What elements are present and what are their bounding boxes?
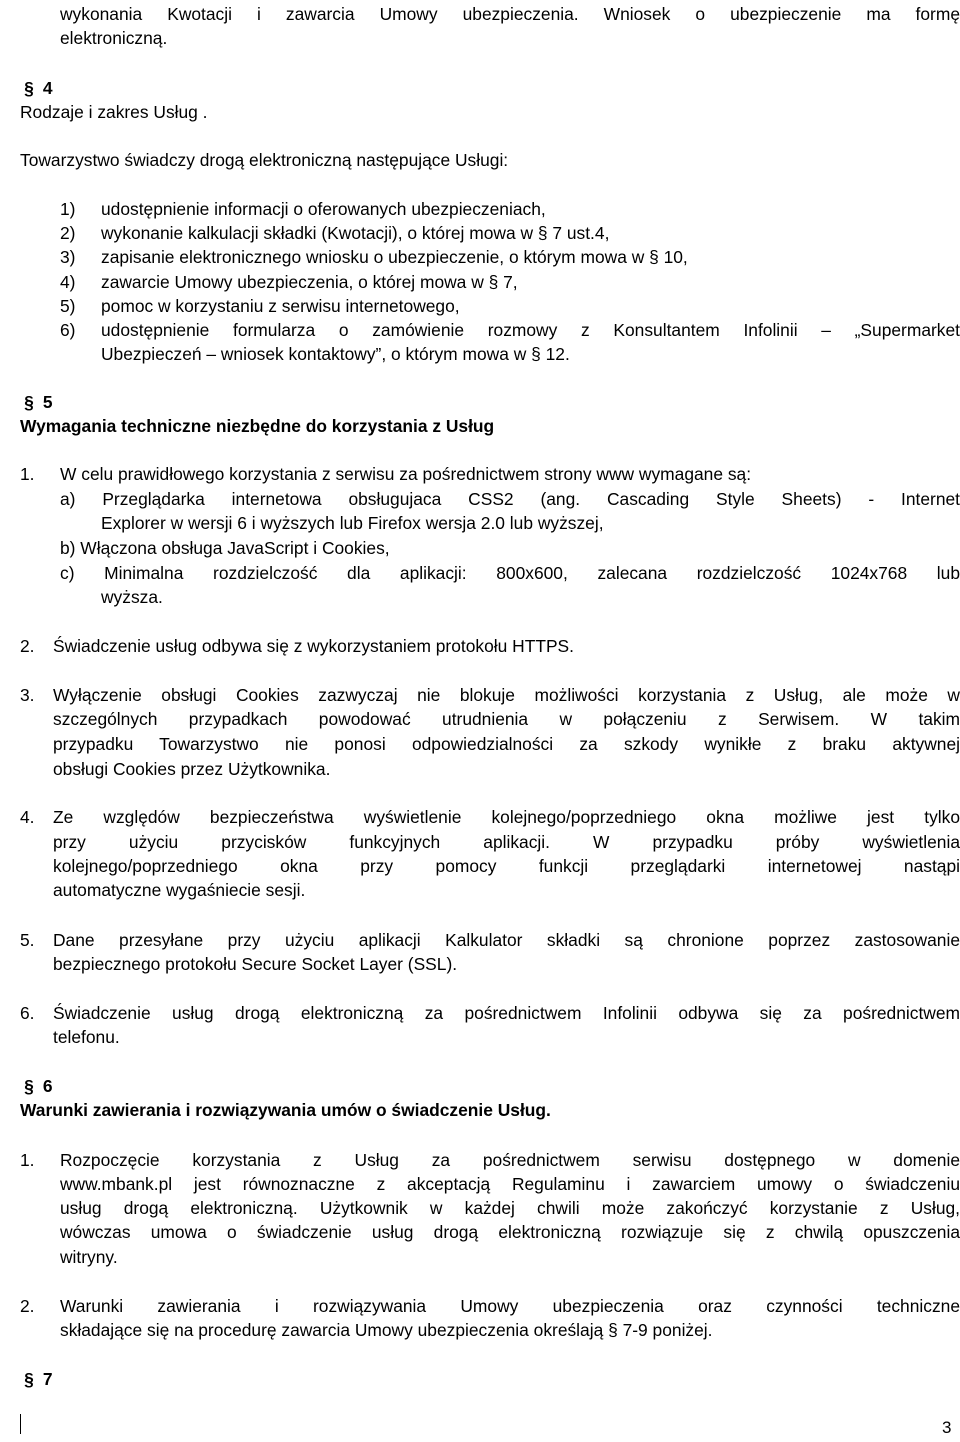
section-4-heading	[20, 76, 53, 100]
paragraph-text: Świadczenie usług drogą elektroniczną za pośrednictwem Infolinii odbywa się za pośrednictwem	[53, 1003, 960, 1023]
page-number: 3	[942, 1418, 952, 1437]
paragraph-text: obsługi Cookies przez Użytkownika.	[53, 759, 331, 779]
footer-divider	[20, 1414, 21, 1434]
list-item-continuation: Ubezpieczeń – wniosek kontaktowy”, o którym mowa w § 12.	[101, 344, 570, 364]
paragraph-text: Ze względów bezpieczeństwa wyświetlenie kolejnego/poprzedniego okna możliwe jest tylko	[53, 807, 960, 827]
list-item-text: udostępnienie formularza o zamówienie rozmowy z Konsultantem Infolinii – „Supermarket	[101, 320, 960, 340]
paragraph-number: 2.	[20, 1296, 35, 1316]
list-item-num: 1)	[60, 199, 76, 219]
paragraph-text: Warunki zawierania i rozwiązywania Umowy ubezpieczenia oraz czynności techniczne	[60, 1296, 960, 1316]
list-item-text: wykonanie kalkulacji składki (Kwotacji), o której mowa w § 7 ust.4,	[101, 223, 610, 243]
requirement-a: a) Przeglądarka internetowa obsługujaca CSS2 (ang. Cascading Style Sheets) - Internet	[60, 489, 960, 509]
list-item-text: udostępnienie informacji o oferowanych ubezpieczeniach,	[101, 199, 546, 219]
section-sign: §	[24, 392, 34, 412]
paragraph-number: 6.	[20, 1003, 35, 1023]
list-item-text: zawarcie Umowy ubezpieczenia, o której mowa w § 7,	[101, 272, 518, 292]
paragraph-text: telefonu.	[53, 1027, 120, 1047]
section-5-heading	[20, 390, 53, 414]
section-4-title: Rodzaje i zakres Usług .	[20, 102, 208, 122]
paragraph-number: 3.	[20, 685, 35, 705]
section-number: 4	[42, 78, 53, 98]
paragraph-text: przy użyciu przycisków funkcyjnych aplikacji. W przypadku próby wyświetlenia	[53, 832, 960, 852]
paragraph-number: 2.	[20, 636, 35, 656]
list-item-num: 2)	[60, 223, 76, 243]
requirement-b: b) Włączona obsługa JavaScript i Cookies,	[60, 538, 390, 558]
paragraph-text: automatyczne wygaśniecie sesji.	[53, 880, 306, 900]
section-sign: §	[24, 1369, 34, 1389]
intro-line-1: wykonania Kwotacji i zawarcia Umowy ubezpieczenia. Wniosek o ubezpieczenie ma formę	[60, 4, 960, 24]
paragraph-text: www.mbank.pl jest równoznaczne z akceptacją Regulaminu i zawarciem umowy o świadczeniu	[60, 1174, 960, 1194]
requirement-c: c) Minimalna rozdzielczość dla aplikacji: 800x600, zalecana rozdzielczość 1024x768 lub	[60, 563, 960, 583]
paragraph-text: usług drogą elektroniczną. Użytkownik w każdej chwili może zakończyć korzystanie z Usług,	[60, 1198, 960, 1218]
paragraph-number: 1.	[20, 1150, 35, 1170]
paragraph-text: Świadczenie usług odbywa się z wykorzystaniem protokołu HTTPS.	[53, 636, 574, 656]
paragraph-text: szczególnych przypadkach powodować utrudnienia w połączeniu z Serwisem. W takim	[53, 709, 960, 729]
paragraph-text: W celu prawidłowego korzystania z serwisu za pośrednictwem strony www wymagane są:	[60, 464, 752, 484]
section-7-heading	[20, 1367, 53, 1391]
section-5-title: Wymagania techniczne niezbędne do korzystania z Usług	[20, 416, 495, 436]
paragraph-text: wówczas umowa o świadczenie usług drogą elektroniczną rozwiązuje się z chwilą opuszczenia	[60, 1222, 960, 1242]
paragraph-text: Wyłączenie obsługi Cookies zazwyczaj nie blokuje możliwości korzystania z Usług, ale może w	[53, 685, 960, 705]
requirement-c-cont: wyższa.	[101, 587, 163, 607]
intro-line-2: elektroniczną.	[60, 28, 168, 48]
list-item-text: zapisanie elektronicznego wniosku o ubezpieczenie, o którym mowa w § 10,	[101, 247, 688, 267]
list-item-num: 3)	[60, 247, 76, 267]
paragraph-text: składające się na procedurę zawarcia Umowy ubezpieczenia określają § 7-9 poniżej.	[60, 1320, 713, 1340]
paragraph-text: Dane przesyłane przy użyciu aplikacji Kalkulator składki są chronione poprzez zastosowanie	[53, 930, 960, 950]
section-number: 6	[42, 1076, 53, 1096]
section-6-title: Warunki zawierania i rozwiązywania umów o świadczenie Usług.	[20, 1100, 551, 1120]
section-sign: §	[24, 1076, 34, 1096]
paragraph-text: witryny.	[60, 1247, 118, 1267]
list-item-num: 5)	[60, 296, 76, 316]
paragraph-number: 1.	[20, 464, 35, 484]
section-6-heading	[20, 1074, 53, 1098]
paragraph-text: przypadku Towarzystwo nie ponosi odpowiedzialności za szkody wynikłe z braku aktywnej	[53, 734, 960, 754]
list-item-text: pomoc w korzystaniu z serwisu internetowego,	[101, 296, 460, 316]
section-number: 5	[42, 392, 53, 412]
section-sign: §	[24, 78, 34, 98]
paragraph-text: kolejnego/poprzedniego okna przy pomocy funkcji przeglądarki internetowej nastąpi	[53, 856, 960, 876]
section-number: 7	[42, 1369, 53, 1389]
paragraph-text: Rozpoczęcie korzystania z Usług za pośrednictwem serwisu dostępnego w domenie	[60, 1150, 960, 1170]
list-item-num: 6)	[60, 320, 76, 340]
paragraph-text: bezpiecznego protokołu Secure Socket Layer (SSL).	[53, 954, 458, 974]
section-4-lead: Towarzystwo świadczy drogą elektroniczną następujące Usługi:	[20, 150, 509, 170]
paragraph-number: 4.	[20, 807, 35, 827]
requirement-a-cont: Explorer w wersji 6 i wyższych lub Firefox wersja 2.0 lub wyższej,	[101, 513, 604, 533]
list-item-num: 4)	[60, 272, 76, 292]
paragraph-number: 5.	[20, 930, 35, 950]
